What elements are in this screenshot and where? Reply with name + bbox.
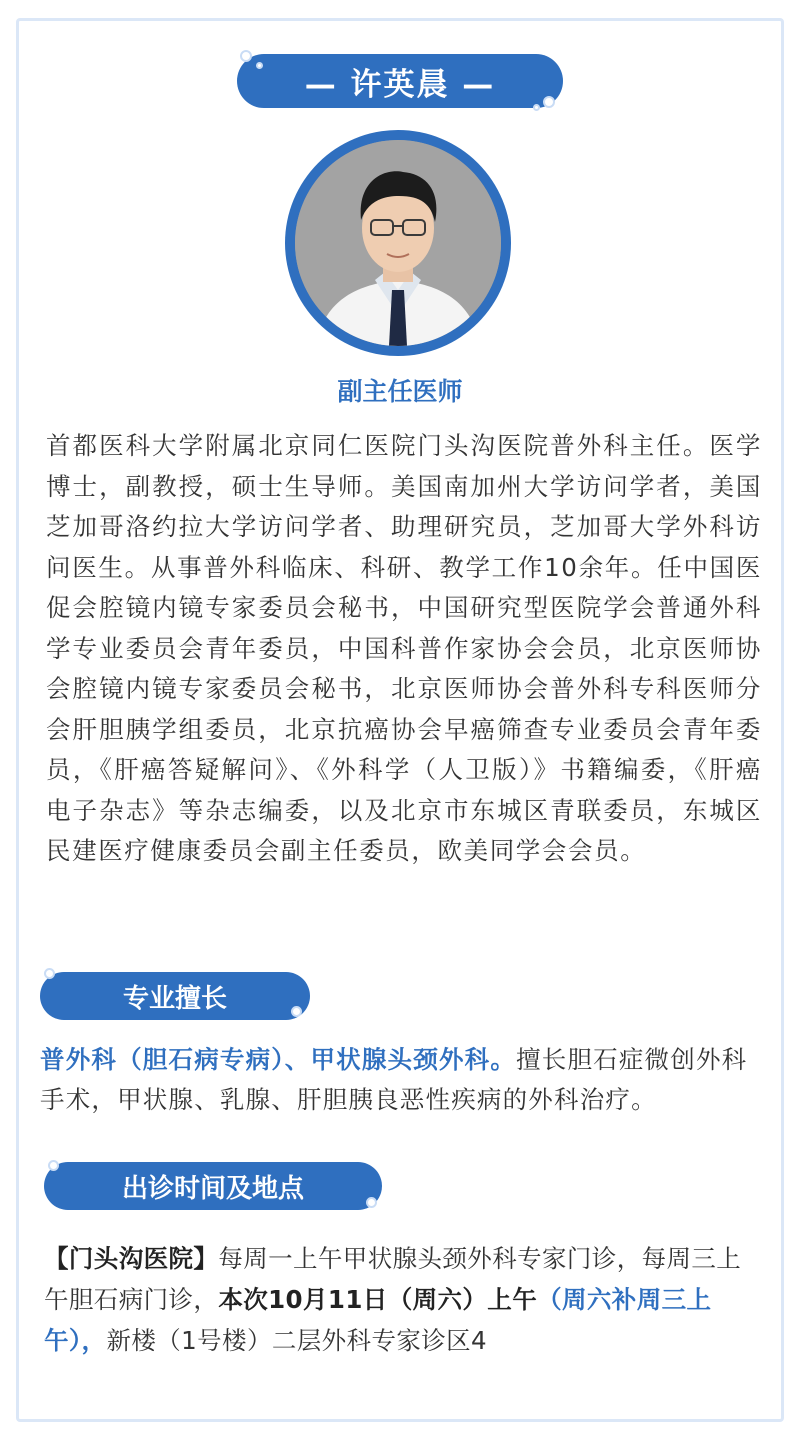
doctor-name: — 许英晨 —	[304, 66, 496, 103]
schedule-date: 本次10月11日（周六）上午	[218, 1285, 538, 1314]
doctor-bio: 首都医科大学附属北京同仁医院门头沟医院普外科主任。医学博士，副教授，硕士生导师。美国南加州大学访问学者，美国芝加哥洛约拉大学访问学者、助理研究员，芝加哥大学外科访问医生。从事普外科临床、科研、教学工作10余年。任中国医促会腔镜内镜专家委员会秘书，中国研究型医院学会普通外科学专业委员会青年委员，中国科普作家协会会员，北京医师协会腔镜内镜专家委员会秘书，北京医师协会普外科专科医师分会肝胆胰学组委员，北京抗癌协会早癌筛查专业委员会青年委员，《肝癌答疑解问》、《外科学（人卫版）》书籍编委，《肝癌电子杂志》等杂志编委，以及北京市东城区青联委员，东城区民建医疗健康委员会副主任委员，欧美同学会会员。	[46, 431, 762, 865]
schedule-heading-label: 出诊时间及地点	[121, 1173, 304, 1204]
decor-dot	[256, 62, 263, 69]
decor-dot	[543, 96, 555, 108]
hospital-name: 【门头沟医院】	[44, 1244, 219, 1273]
decor-dot	[44, 968, 55, 979]
schedule-note: （周六补周三上午），	[44, 1285, 712, 1355]
decor-dot	[533, 104, 540, 111]
decor-dot	[366, 1197, 377, 1208]
decor-dot	[240, 50, 252, 62]
decor-dot	[291, 1006, 302, 1017]
schedule-regular: 每周一上午甲状腺头颈外科专家门诊，每周三上午胆石病门诊，	[44, 1244, 742, 1314]
doctor-photo	[295, 140, 501, 346]
doctor-name-banner	[237, 54, 563, 108]
specialty-highlight: 普外科（胆石病专病）、甲状腺头颈外科。	[40, 1045, 517, 1074]
specialty-text	[40, 1040, 762, 1120]
schedule-location: 新楼（1号楼）二层外科专家诊区4	[106, 1326, 488, 1355]
avatar	[285, 130, 511, 356]
doctor-title: 副主任医师	[337, 377, 463, 406]
schedule-heading	[44, 1162, 382, 1210]
decor-dot	[48, 1160, 59, 1171]
specialty-heading	[40, 972, 310, 1020]
specialty-description: 擅长胆石症微创外科手术，甲状腺、乳腺、肝胆胰良恶性疾病的外科治疗。	[40, 1045, 748, 1114]
doctor-portrait-icon	[295, 140, 501, 346]
specialty-heading-label: 专业擅长	[122, 983, 227, 1014]
schedule-text	[44, 1238, 764, 1361]
